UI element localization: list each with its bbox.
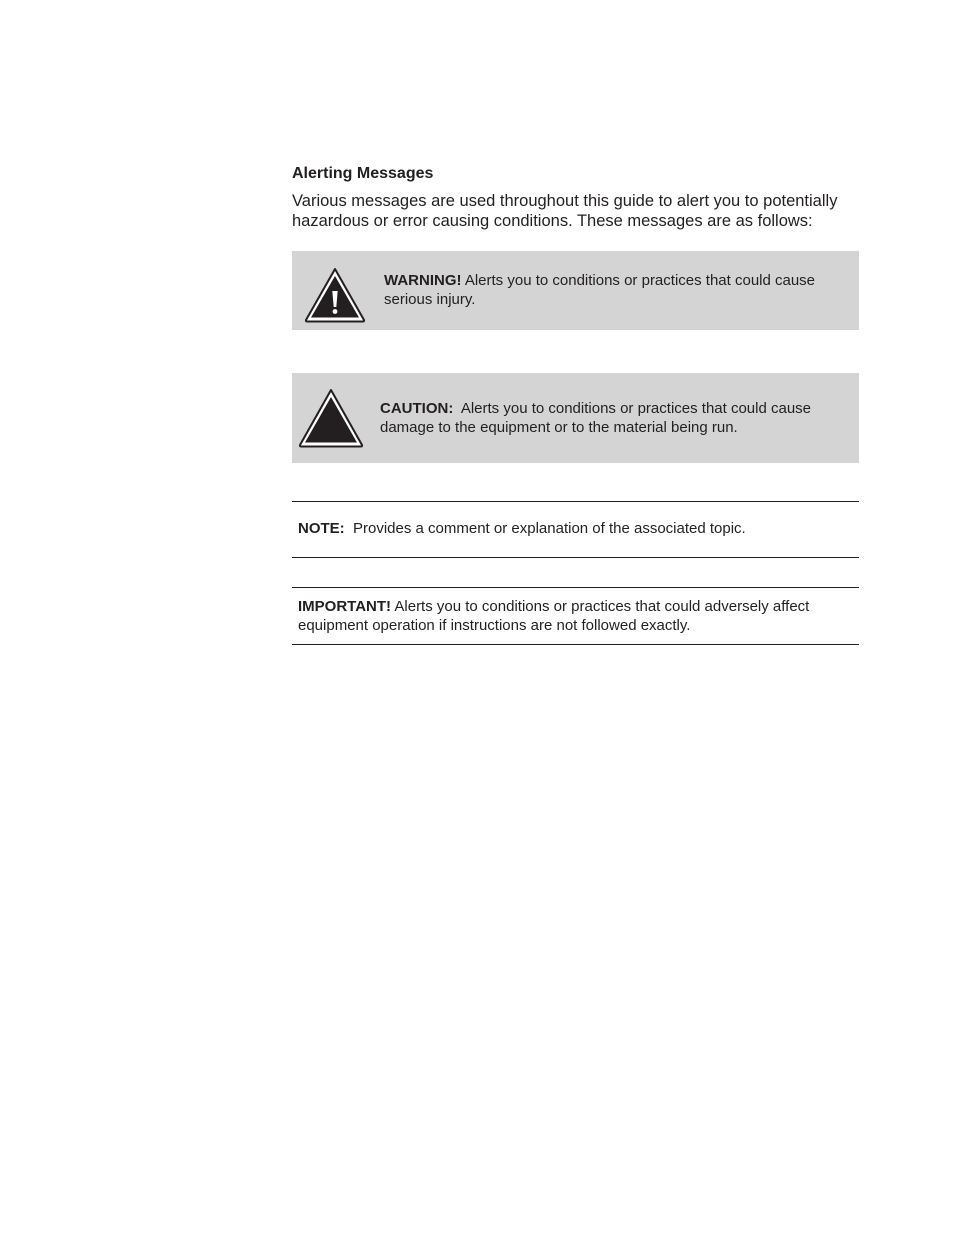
important-message (298, 597, 858, 635)
important-bottom-rule (292, 644, 859, 645)
note-text: Provides a comment or explanation of the associated topic. (344, 520, 746, 537)
important-top-rule (292, 587, 859, 588)
important-text: Alerts you to conditions or practices that could adversely affect equipment operation if instructions are not followed exactly. (298, 598, 810, 634)
warning-text: Alerts you to conditions or practices that could cause serious injury. (384, 272, 816, 308)
warning-triangle-exclamation-icon (304, 267, 366, 323)
warning-message (384, 271, 849, 309)
note-top-rule (292, 501, 859, 502)
section-heading: Alerting Messages (292, 165, 434, 182)
warning-box (292, 251, 859, 330)
caution-label: CAUTION: (380, 400, 454, 417)
important-label: IMPORTANT! (298, 598, 392, 615)
note-message (298, 519, 858, 538)
caution-message (380, 399, 850, 437)
caution-triangle-icon (298, 388, 364, 448)
caution-text: Alerts you to conditions or practices that could cause damage to the equipment or to the material being run. (380, 400, 816, 436)
caution-box (292, 373, 859, 463)
intro-paragraph: Various messages are used throughout this guide to alert you to potentially hazardous or error causing conditions. These messages are as follows: (292, 192, 838, 230)
warning-label: WARNING! (384, 272, 462, 289)
note-label: NOTE: (298, 520, 345, 537)
note-bottom-rule (292, 557, 859, 558)
